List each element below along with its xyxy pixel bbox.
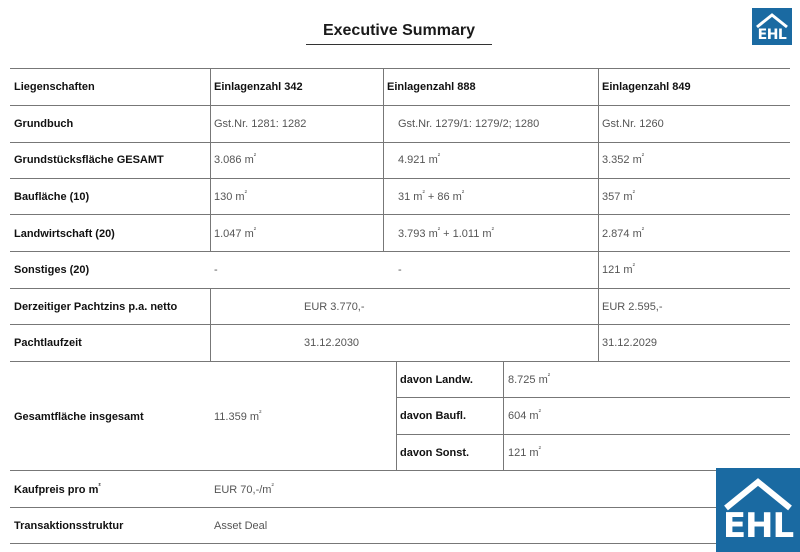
pachtzins-342-888: EUR 3.770,- bbox=[304, 301, 365, 313]
landwirtschaft-849: 2.874 $m^{^2}$ bbox=[602, 227, 645, 240]
bauflaeche-888: 31 $m^{^2} + 86$ $m^{^2}$ bbox=[398, 190, 465, 203]
struktur-value: Asset Deal bbox=[214, 520, 268, 532]
grundbuch-849: Gst.Nr. 1260 bbox=[602, 118, 664, 130]
sub-label-baufl: davon Baufl. bbox=[400, 410, 467, 422]
row-label-bauflaeche: Baufläche (10) bbox=[14, 191, 90, 203]
logo-text: EHL bbox=[757, 27, 787, 43]
laufzeit-342-888: 31.12.2030 bbox=[304, 337, 360, 349]
pachtzins-849: EUR 2.595,- bbox=[602, 301, 663, 313]
landwirtschaft-342: 1.047 $m^{^2}$ bbox=[214, 227, 257, 240]
row-label-sonstiges: Sonstiges (20) bbox=[14, 264, 90, 276]
bauflaeche-849: 357 $m^{^2}$ bbox=[602, 190, 635, 203]
laufzeit-849: 31.12.2029 bbox=[602, 337, 658, 349]
row-label-struktur: Transaktionsstruktur bbox=[14, 520, 124, 532]
grundbuch-888: Gst.Nr. 1279/1: 1279/2; 1280 bbox=[398, 118, 540, 130]
gesamt-value: 11.359 $m^{^2}$ bbox=[214, 410, 262, 423]
row-label-flaeche: Grundstücksfläche GESAMT bbox=[14, 154, 164, 166]
header-label: Liegenschaften bbox=[14, 81, 95, 93]
page-title: Executive Summary bbox=[306, 18, 492, 45]
column-header-849: Einlagenzahl 849 bbox=[602, 81, 691, 93]
bauflaeche-342: 130 $m^{^2}$ bbox=[214, 190, 247, 203]
sub-label-landw: davon Landw. bbox=[400, 374, 473, 386]
sonstiges-342: - bbox=[214, 264, 218, 276]
column-header-888: Einlagenzahl 888 bbox=[387, 81, 476, 93]
row-label-grundbuch: Grundbuch bbox=[14, 118, 74, 130]
sonstiges-849: 121 $m^{^2}$ bbox=[602, 263, 635, 276]
sub-value-baufl: 604 $m^{^2}$ bbox=[508, 409, 541, 422]
flaeche-849: 3.352 $m^{^2}$ bbox=[602, 153, 645, 166]
landwirtschaft-888: 3.793 $m^{^2} + 1.011$ $m^{^2}$ bbox=[398, 227, 494, 240]
row-label-landwirtschaft: Landwirtschaft (20) bbox=[14, 228, 115, 240]
sub-value-sonst: 121 $m^{^2}$ bbox=[508, 446, 541, 459]
kaufpreis-value: EUR $70,-/m^{^2}$ bbox=[214, 483, 274, 496]
sub-value-landw: 8.725 $m^{^2}$ bbox=[508, 373, 551, 386]
row-label-pachtzins: Derzeitiger Pachtzins p.a. netto bbox=[14, 301, 178, 313]
ehl-logo bbox=[752, 8, 792, 45]
sonstiges-888: - bbox=[398, 264, 402, 276]
row-label-gesamt: Gesamtfläche insgesamt bbox=[14, 411, 144, 423]
column-header-342: Einlagenzahl 342 bbox=[214, 81, 303, 93]
sub-label-sonst: davon Sonst. bbox=[400, 447, 470, 459]
row-label-kaufpreis: Kaufpreis pro $m^{^2}$ bbox=[14, 483, 101, 496]
grundbuch-342: Gst.Nr. 1281: 1282 bbox=[214, 118, 307, 130]
flaeche-888: 4.921 $m^{^2}$ bbox=[398, 153, 441, 166]
row-label-laufzeit: Pachtlaufzeit bbox=[14, 337, 82, 349]
flaeche-342: 3.086 $m^{^2}$ bbox=[214, 153, 257, 166]
logo-text: EHL bbox=[722, 506, 794, 546]
ehl-logo-large bbox=[716, 468, 800, 552]
